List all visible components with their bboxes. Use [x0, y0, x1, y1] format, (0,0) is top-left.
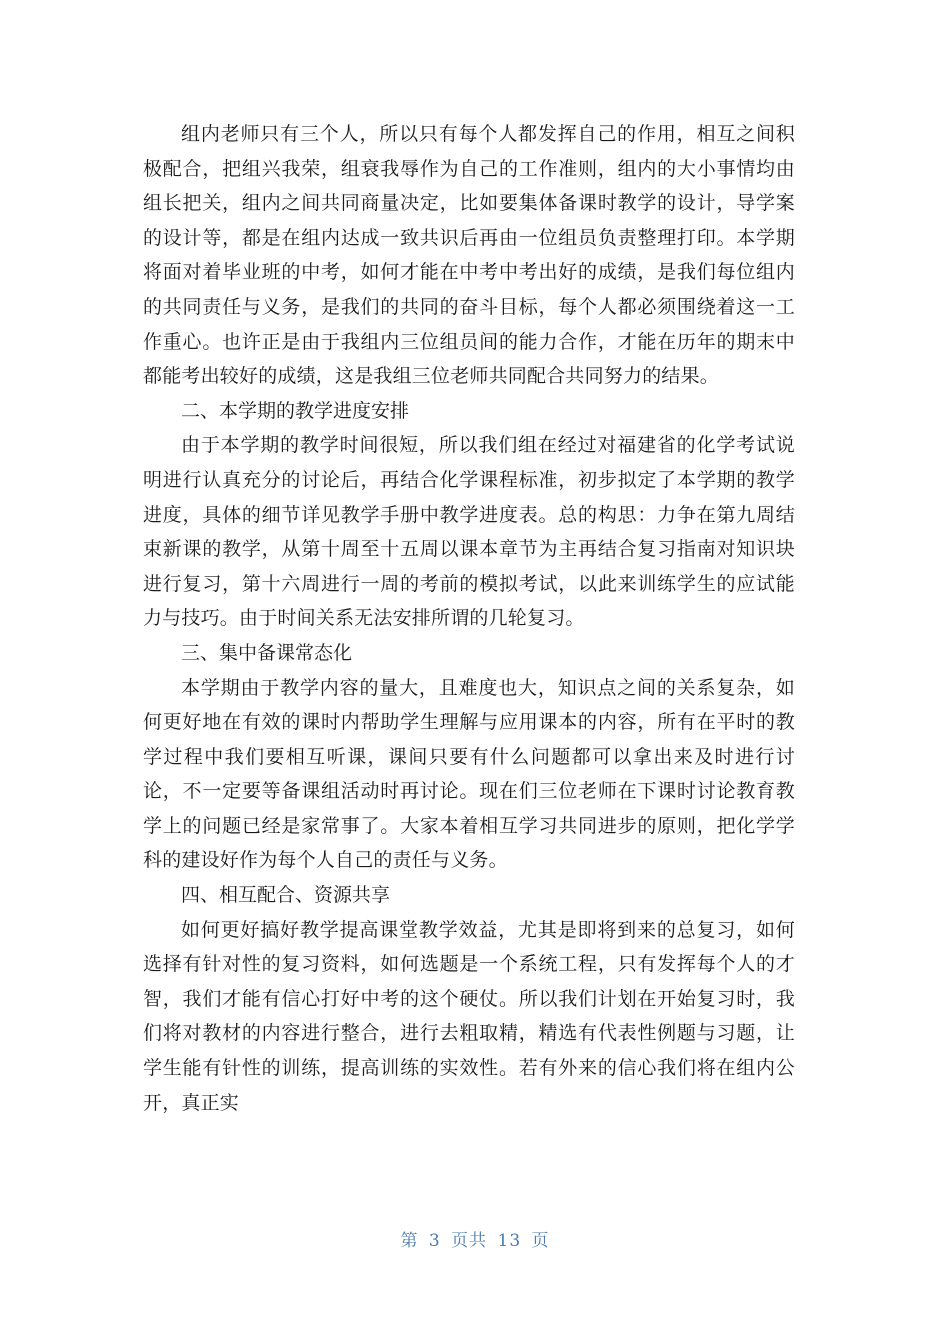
- footer-label-of: 页共: [451, 1231, 488, 1251]
- section-heading: 二、本学期的教学进度安排: [181, 399, 410, 422]
- section-heading: 四、相互配合、资源共享: [181, 884, 391, 907]
- document-body: [143, 117, 795, 1120]
- footer-label-page: 第: [400, 1231, 419, 1251]
- paragraph: 本学期由于教学内容的量大，且难度也大，知识点之间的关系复杂，如何更好地在有效的课时内帮助学生理解与应用课本的内容，所有在平时的教学过程中我们要相互听课，课间只要有什么问题都可以拿出来及时进行讨论，不一定要等备课组活动时再讨论。现在们三位老师在下课时讨论教育教学上的问题已经是家常事了。大家本着相互学习共同进步的原则，把化学学科的建设好作为每个人自己的责任与义务。: [143, 676, 795, 872]
- page-footer: [0, 1226, 950, 1251]
- paragraph: 如何更好搞好教学提高课堂教学效益，尤其是即将到来的总复习，如何选择有针对性的复习资料，如何选题是一个系统工程，只有发挥每个人的才智，我们才能有信心打好中考的这个硬仗。所以我们计划在开始复习时，我们将对教材的内容进行整合，进行去粗取精，精选有代表性例题与习题，让学生能有针性的训练，提高训练的实效性。若有外来的信心我们将在组内公开，真正实: [143, 918, 795, 1114]
- paragraph: 由于本学期的教学时间很短，所以我们组在经过对福建省的化学考试说明进行认真充分的讨论后，再结合化学课程标准，初步拟定了本学期的教学进度，具体的细节详见教学手册中教学进度表。总的构思：力争在第九周结束新课的教学，从第十周至十五周以课本章节为主再结合复习指南对知识块进行复习，第十六周进行一周的考前的模拟考试，以此来训练学生的应试能力与技巧。由于时间关系无法安排所谓的几轮复习。: [143, 434, 795, 630]
- paragraph: 组内老师只有三个人，所以只有每个人都发挥自己的作用，相互之间积极配合，把组兴我荣，组衰我辱作为自己的工作准则，组内的大小事情均由组长把关，组内之间共同商量决定，比如要集体备课时教学的设计，导学案的设计等，都是在组内达成一致共识后再由一位组员负责整理打印。本学期将面对着毕业班的中考，如何才能在中考中考出好的成绩，是我们每位组内的共同责任与义务，是我们的共同的奋斗目标，每个人都必须围绕着这一工作重心。也许正是由于我组内三位组员间的能力合作，才能在历年的期末中都能考出较好的成绩，这是我组三位老师共同配合共同努力的结果。: [143, 123, 795, 388]
- footer-label-end: 页: [531, 1231, 550, 1251]
- current-page-number: 3: [428, 1231, 441, 1251]
- total-pages-number: 13: [497, 1231, 522, 1251]
- section-heading: 三、集中备课常态化: [181, 641, 353, 664]
